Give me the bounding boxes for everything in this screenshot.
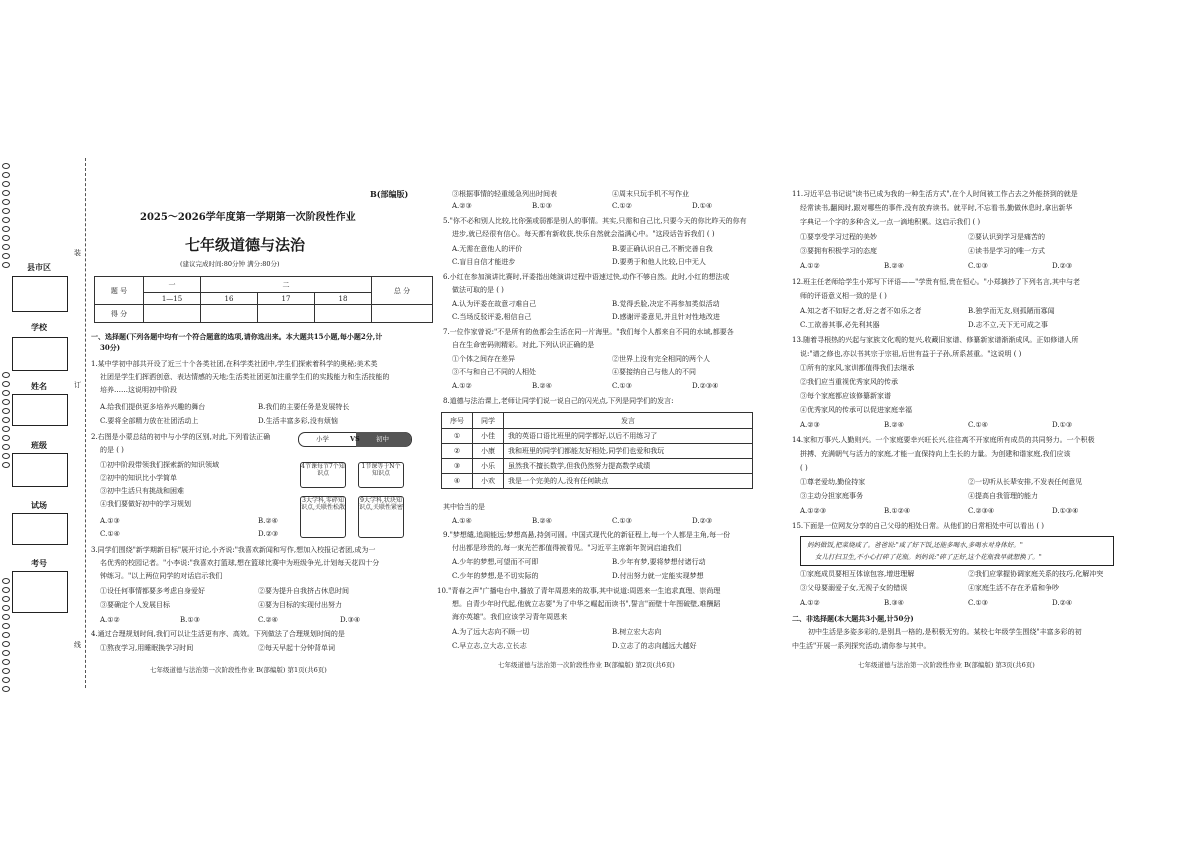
q5-text-line: 进步,就已经很有信心。每天都有新收获,快乐自然就会溢满心中。"这段话告诉我们 ( ) <box>452 230 715 238</box>
q7-text-line: 7.一位作家曾说:"不是所有的鱼都会生活在同一片海里。"我们每个人都来自不同的水域,都要各 <box>443 328 734 336</box>
subject-title: 七年级道德与法治 <box>185 236 306 254</box>
section2-heading: 二、非选择题(本大题共3小题,计50分) <box>792 614 914 623</box>
page2-footer: 七年级道德与法治第一次阶段性作业 B(部编版) 第2页(共6页) <box>498 661 675 669</box>
score-table-cell: 16 <box>201 293 258 305</box>
score-table-cell: 一 <box>144 277 201 293</box>
q8-text-line: 8.道德与法治课上,老师让同学们说一说自己的闪光点,下列是同学们的发言: <box>443 397 674 405</box>
score-table-cell: 18 <box>315 293 372 305</box>
score-row-label: 得 分 <box>95 305 144 323</box>
field-label-exam-number: 考号 <box>31 558 47 568</box>
score-table-header: 题 号 <box>95 277 144 305</box>
q2-statement: ④我们要做好初中的学习规划 <box>100 500 191 508</box>
q4-option[interactable]: D.①④ <box>692 202 713 210</box>
score-table-cell: 1—15 <box>144 293 201 305</box>
field-box-exam-number[interactable] <box>12 571 68 613</box>
score-input-cell[interactable] <box>144 305 201 323</box>
table-cell: ④ <box>442 474 473 489</box>
q9-option[interactable]: C.少年的梦想,是不切实际的 <box>452 572 539 580</box>
q4-statement: ②每天早起十分钟背单词 <box>258 644 335 652</box>
q10-option[interactable]: B.树立宏大志向 <box>612 628 662 636</box>
q13-option[interactable]: C.①④ <box>968 421 988 429</box>
q3-text-line: 钟练习。"以上两位同学的对话启示我们 <box>100 572 223 580</box>
score-table-cell: 17 <box>258 293 315 305</box>
q7-text-line: 自在生命密码则精彩。对此,下列认识正确的是 <box>452 341 595 349</box>
q6-option[interactable]: D.感谢评委意见,并且针对性地改进 <box>612 313 720 321</box>
q11-statement: ③要拥有积极学习的态度 <box>800 247 877 255</box>
field-box-county[interactable] <box>12 276 68 312</box>
q6-text-line: 做法可取的是 ( ) <box>452 286 504 294</box>
table-cell: 小佳 <box>473 429 504 444</box>
q3-statement: ①设任何事情都要多考虑自身爱好 <box>100 587 205 595</box>
q15-statement: ④家庭生活不存在矛盾和争吵 <box>968 584 1059 592</box>
diagram-box-junior-1: 1节课等于N个知识点 <box>358 462 404 488</box>
q10-text-line: 想。自青少年时代起,他就立志要"为了中华之崛起而读书",誓言"面壁十年图破壁,难酬蹈 <box>452 600 721 608</box>
q14-option[interactable]: D.①③④ <box>1052 507 1079 515</box>
q13-option[interactable]: A.②③ <box>800 421 820 429</box>
q7-statement: ③不与和自己不同的人相处 <box>452 368 536 376</box>
q14-text-line: 14.家和万事兴,人勤则兴。一个家庭要幸兴旺长兴,往往离不开家庭所有成员的共同努力。一个积极 <box>792 436 1095 444</box>
q12-option[interactable]: D.志不立,天下无可成之事 <box>968 321 1048 329</box>
q5-text-line: 5."你不必和别人比较,比你强或弱都是别人的事情。其实,只需和自己比,只要今天的你比昨天的你有 <box>443 217 747 225</box>
table-row <box>442 474 753 489</box>
margin-mark-xian: 线 <box>74 641 81 649</box>
q15-quote-box <box>800 536 1114 566</box>
q15-statement: ①家庭成员要相互体谅包容,增进理解 <box>800 570 915 578</box>
q13-text-line: 13.随着寻根热的兴起与家族文化观的复兴,收藏旧家谱、修纂新家谱渐渐成风。正如修谱人所 <box>792 336 1079 344</box>
q3-option[interactable]: A.①② <box>100 616 120 624</box>
q4-option[interactable]: B.①③ <box>532 202 552 210</box>
q15-option[interactable]: C.①③ <box>968 599 988 607</box>
time-note: (建议完成时间:80分钟 满分:80分) <box>180 260 280 268</box>
q3-option[interactable]: D.③④ <box>340 616 361 624</box>
q12-text-line: 12.班主任老师给学生小郑写下评语——"学贵有恒,贵在恒心。"小郑摘抄了下列名言,其中与老 <box>792 278 1081 286</box>
diagram-label-vs: VS <box>350 435 360 443</box>
q8-speech-table <box>441 412 753 489</box>
q10-option[interactable]: A.为了远大志向不顾一切 <box>452 628 530 636</box>
table-cell: ② <box>442 444 473 459</box>
margin-mark-zhuang: 装 <box>74 249 81 257</box>
q14-statement: ④提高自我管理的能力 <box>968 492 1038 500</box>
page1-footer: 七年级道德与法治第一次阶段性作业 B(部编版) 第1页(共6页) <box>150 666 327 674</box>
q9-option[interactable]: A.少年的梦想,可望而不可即 <box>452 558 539 566</box>
edition-label: B(部编版) <box>370 189 409 199</box>
q2-statement: ①初中阶段带领我们探索新的知识领域 <box>100 461 219 469</box>
q1-text-line: 培养……这说明初中阶段 <box>100 386 177 394</box>
q2-statement: ②初中的知识比小学简单 <box>100 474 177 482</box>
q10-option[interactable]: C.早立志,立大志,立长志 <box>452 642 527 650</box>
q3-option[interactable]: B.①③ <box>180 616 200 624</box>
table-cell: 小乐 <box>473 459 504 474</box>
score-table <box>94 276 433 323</box>
field-label-school: 学校 <box>31 322 47 332</box>
q15-option[interactable]: B.③④ <box>884 599 904 607</box>
q8-option[interactable]: C.①③ <box>612 517 632 525</box>
table-cell: ① <box>442 429 473 444</box>
q6-option[interactable]: B.觉得丢脸,决定不再参加类似活动 <box>612 300 720 308</box>
q11-statement: ④读书是学习的唯一方式 <box>968 247 1045 255</box>
q7-statement: ②世界上没有完全相同的两个人 <box>612 355 710 363</box>
q14-statement: ②一切听从长辈安排,不发表任何意见 <box>968 478 1083 486</box>
field-box-school[interactable] <box>12 337 68 371</box>
q9-text-line: 付出都是珍贵的,每一束光芒都值得被看见。"习近平主席新年贺词启迪我们 <box>452 544 682 552</box>
q12-option[interactable]: C.工欲善其事,必先利其器 <box>800 321 880 329</box>
field-label-class: 班级 <box>31 440 47 450</box>
q13-statement: ③每个家庭都应该修纂新家谱 <box>800 392 891 400</box>
q8-option[interactable]: A.①④ <box>452 517 472 525</box>
q11-option[interactable]: D.②③ <box>1052 262 1073 270</box>
exam-title: 2025～2026学年度第一学期第一次阶段性作业 <box>140 212 356 223</box>
q15-option[interactable]: D.②④ <box>1052 599 1073 607</box>
q11-text-line: 经常读书,翻阅时,跟对哪些的事件,没有放弃读书。就平时,不忘看书,勤做休息时,拿出新华 <box>800 204 1073 212</box>
q13-option[interactable]: D.①③ <box>1052 421 1073 429</box>
table-row <box>442 444 753 459</box>
q2-statement: ③初中生活只有挑战和困难 <box>100 487 184 495</box>
q2-option[interactable]: C.①④ <box>100 530 120 538</box>
q1-text-line: 1.某中学初中部共开设了近三十个各类社团,在科学类社团中,学生们探索着科学的奥秘;美术类 <box>91 360 378 368</box>
q15-quote-line: 妈妈做饭,把菜烧咸了。爸爸说:"咸了好下饭,还能多喝水,多喝水对身体好。" <box>807 541 1023 549</box>
q15-text-line: 15.下面是一位网友分享的自己父母的相处日常。从他们的日常相处中可以看出 ( ) <box>792 522 1045 530</box>
q9-option[interactable]: D.付出努力就一定能实现梦想 <box>612 572 704 580</box>
q4-statement: ①熬夜学习,用睡眠换学习时间 <box>100 644 194 652</box>
table-cell: ③ <box>442 459 473 474</box>
q3-option[interactable]: C.②④ <box>258 616 278 624</box>
q12-text-line: 师的评语意义相一致的是 ( ) <box>800 292 887 300</box>
q13-text-line: 说:"谱之修也,亦以书其宗于宗祖,后世有益于子孙,所系甚重。"这说明 ( ) <box>800 350 1022 358</box>
score-table-total-header: 总 分 <box>372 277 433 305</box>
q4-option[interactable]: A.②③ <box>452 202 472 210</box>
q7-statement: ④要接纳自己与他人的不同 <box>612 368 696 376</box>
q5-option[interactable]: D.要勇于和他人比较,日中无人 <box>612 258 706 266</box>
q7-option[interactable]: A.①② <box>452 382 472 390</box>
diagram-box-primary-2: 3大学科,零碎知识点,关联性松散 <box>300 496 346 538</box>
table-cell: 我是一个完美的人,没有任何缺点 <box>504 474 753 489</box>
q4-statement: ③根据事情的轻重缓急列出时间表 <box>452 190 557 198</box>
binding-holes-bottom <box>2 578 10 695</box>
score-input-cell[interactable] <box>201 305 258 323</box>
q6-option[interactable]: C.当场反驳评委,相信自己 <box>452 313 532 321</box>
diagram-box-junior-2: 9大学科,状块知识点,关联性紧密 <box>358 496 404 538</box>
q13-statement: ④优秀家风的传承可以促进家庭幸福 <box>800 406 912 414</box>
q8-option[interactable]: B.②④ <box>532 517 552 525</box>
q1-option[interactable]: D.生活丰富多彩,没有烦恼 <box>258 417 338 425</box>
q14-text-line: ( ) <box>800 464 808 472</box>
section2-intro-line: 中生活"开展一系列探究活动,请你参与其中。 <box>792 642 931 650</box>
q10-text-line: 海亦英雄"。我们应该学习青年周恩来 <box>452 613 568 621</box>
binding-dashed-line <box>85 158 86 688</box>
table-cell: 虽然我不擅长数学,但我仍然努力提高数学成绩 <box>504 459 753 474</box>
q2-option[interactable]: D.②③ <box>258 530 279 538</box>
section1-heading-cont: 30分) <box>100 343 121 352</box>
score-table-cell: 二 <box>201 277 372 293</box>
table-cell: 小康 <box>473 444 504 459</box>
diagram-label-primary: 小学 <box>316 435 329 443</box>
score-input-cell[interactable] <box>372 305 433 323</box>
q10-text-line: 10."青春之声"广播电台中,播放了青年周恩来的故事,其中说道:周恩来一生追求真理、崇尚理 <box>437 587 721 595</box>
q4-option[interactable]: C.①② <box>612 202 632 210</box>
q4-statement: ④周末只玩手机不写作业 <box>612 190 689 198</box>
q6-text-line: 6.小红在参加演讲比赛时,评委指出她演讲过程中语速过快,动作不够自然。此时,小红的想法或 <box>443 273 730 281</box>
table-header: 序号 <box>442 413 473 429</box>
q11-text-line: 字典记一个字的多种含义,一点一滴地积累。这启示我们 ( ) <box>800 218 981 226</box>
binding-holes-top <box>2 163 10 271</box>
q5-option[interactable]: C.盲目自信才能进步 <box>452 258 516 266</box>
q15-quote-line: 女儿打扫卫生,不小心打碎了花瓶。妈妈说:"碎了正好,这个花瓶我早就想换了。" <box>815 553 1042 561</box>
field-label-county: 县市区 <box>27 262 51 272</box>
score-input-cell[interactable] <box>258 305 315 323</box>
diagram-box-primary-1: 4节课每节7个知识点 <box>300 462 346 488</box>
q14-option[interactable]: B.①②④ <box>884 507 911 515</box>
q1-option[interactable]: C.要将全部精力放在社团活动上 <box>100 417 199 425</box>
table-cell: 我和班里的同学们都能友好相处,同学们也爱和我玩 <box>504 444 753 459</box>
q11-option[interactable]: B.②④ <box>884 262 904 270</box>
binding-holes-middle <box>2 372 10 471</box>
table-header: 发言 <box>504 413 753 429</box>
q8-option[interactable]: D.②③ <box>692 517 713 525</box>
score-input-cell[interactable] <box>315 305 372 323</box>
q13-statement: ①所有的家风,家训都值得我们去继承 <box>800 364 915 372</box>
q3-statement: ③要确定个人发展目标 <box>100 601 170 609</box>
q2-option[interactable]: A.①③ <box>100 517 120 525</box>
q12-option[interactable]: B.独学而无友,则孤陋而寡闻 <box>968 307 1055 315</box>
table-cell: 小欢 <box>473 474 504 489</box>
q6-option[interactable]: A.认为评委在故意刁难自己 <box>452 300 537 308</box>
field-label-name: 姓名 <box>31 381 47 391</box>
section2-intro-line: 初中生活是多姿多彩的,是别具一格的,是积极无穷的。某校七年级学生围绕"丰富多彩的初 <box>808 628 1082 636</box>
q3-statement: ④要为目标的实现付出努力 <box>258 601 342 609</box>
q1-option[interactable]: A.给我们提供更多培养兴趣的舞台 <box>100 403 206 411</box>
q15-statement: ③父母要溺爱子女,无视子女的错误 <box>800 584 908 592</box>
q12-option[interactable]: A.知之者不如好之者,好之者不如乐之者 <box>800 307 922 315</box>
q11-option[interactable]: A.①② <box>800 262 820 270</box>
q13-option[interactable]: B.②④ <box>884 421 904 429</box>
q7-option[interactable]: C.①③ <box>612 382 632 390</box>
diagram-label-junior: 初中 <box>376 435 389 443</box>
q14-statement: ①尊老爱幼,勤俭持家 <box>800 478 866 486</box>
q1-text-line: 社团是学生们挥洒创意、表达情感的天地;生活类社团更加注重学生们的实践能力和生活技能的 <box>100 373 390 381</box>
q7-option[interactable]: D.②③④ <box>692 382 719 390</box>
field-box-class[interactable] <box>12 453 68 487</box>
q2-option[interactable]: B.②④ <box>258 517 278 525</box>
q15-statement: ②我们应掌握协调家庭关系的技巧,化解冲突 <box>968 570 1104 578</box>
q11-statement: ②要认识到学习是痛苦的 <box>968 233 1045 241</box>
q2-text-line: 2.右图是小蒙总结的初中与小学的区别,对此,下列看法正确 <box>91 433 271 441</box>
table-row <box>442 429 753 444</box>
q3-statement: ②要为提升自我挤占休息时间 <box>258 587 349 595</box>
primary-vs-junior-diagram <box>298 432 410 542</box>
field-label-exam-room: 试场 <box>31 500 47 510</box>
q7-option[interactable]: B.②④ <box>532 382 552 390</box>
q9-option[interactable]: B.少年有梦,要将梦想付诸行动 <box>612 558 706 566</box>
q14-statement: ③主动分担家庭事务 <box>800 492 863 500</box>
q11-option[interactable]: C.①③ <box>968 262 988 270</box>
q15-option[interactable]: A.①② <box>800 599 820 607</box>
q14-text-line: 拼搏、充满朝气与活力的家庭,才能一直保持向上生长的力量。为创建和谐家庭,我们应该 <box>800 450 1071 458</box>
q1-option[interactable]: B.我们的主要任务是发展特长 <box>258 403 350 411</box>
q14-option[interactable]: C.②③④ <box>968 507 995 515</box>
table-cell: 我的英语口语比班里的同学都好,以后不用练习了 <box>504 429 753 444</box>
q9-text-line: 9."梦想缱,追阁能远;梦想高悬,持剑可圆。中国式现代化的新征程上,每一个人都是主角,每一份 <box>443 531 731 539</box>
q14-option[interactable]: A.①②③ <box>800 507 827 515</box>
section1-heading: 一、选择题(下列各题中均有一个符合题意的选项,请你选出来。本大题共15小题,每小题2分,计 <box>91 332 383 341</box>
q10-option[interactable]: D.立志了的志向越远大越好 <box>612 642 697 650</box>
q11-statement: ①要享受学习过程的美妙 <box>800 233 877 241</box>
page3-footer: 七年级道德与法治第一次阶段性作业 B(部编版) 第3页(共6页) <box>858 661 1035 669</box>
q13-statement: ②我们应当重视优秀家风的传承 <box>800 378 898 386</box>
field-box-exam-room[interactable] <box>12 513 68 545</box>
margin-mark-ding: 订 <box>74 381 81 389</box>
q4-text-line: 4.通过合理规划时间,我们可以让生活更有序、高效。下列做法了合理规划时间的是 <box>91 630 345 638</box>
q7-statement: ①个体之间存在差异 <box>452 355 515 363</box>
q3-text-line: 3.同学们围绕"新学期新目标"展开讨论,小齐说:"我喜欢新闻和写作,想加入校报记者团,成为一 <box>91 546 376 554</box>
q11-text-line: 11.习近平总书记说"读书已成为我的一种生活方式",在个人时间被工作占去之外能挤到的就是 <box>792 190 1078 198</box>
q3-text-line: 名优秀的校园记者。"小李说:"我喜欢打篮球,想在篮球比赛中为班级争光,计划每天花四十分 <box>100 559 380 567</box>
q5-option[interactable]: B.要正确认识自己,不断完善自我 <box>612 245 713 253</box>
q5-option[interactable]: A.无需在意他人的评价 <box>452 245 523 253</box>
table-row <box>442 459 753 474</box>
table-header: 同学 <box>473 413 504 429</box>
q2-text-line: 的是 ( ) <box>100 446 124 454</box>
q8-tail: 其中恰当的是 <box>443 503 485 511</box>
field-box-name[interactable] <box>12 394 68 426</box>
